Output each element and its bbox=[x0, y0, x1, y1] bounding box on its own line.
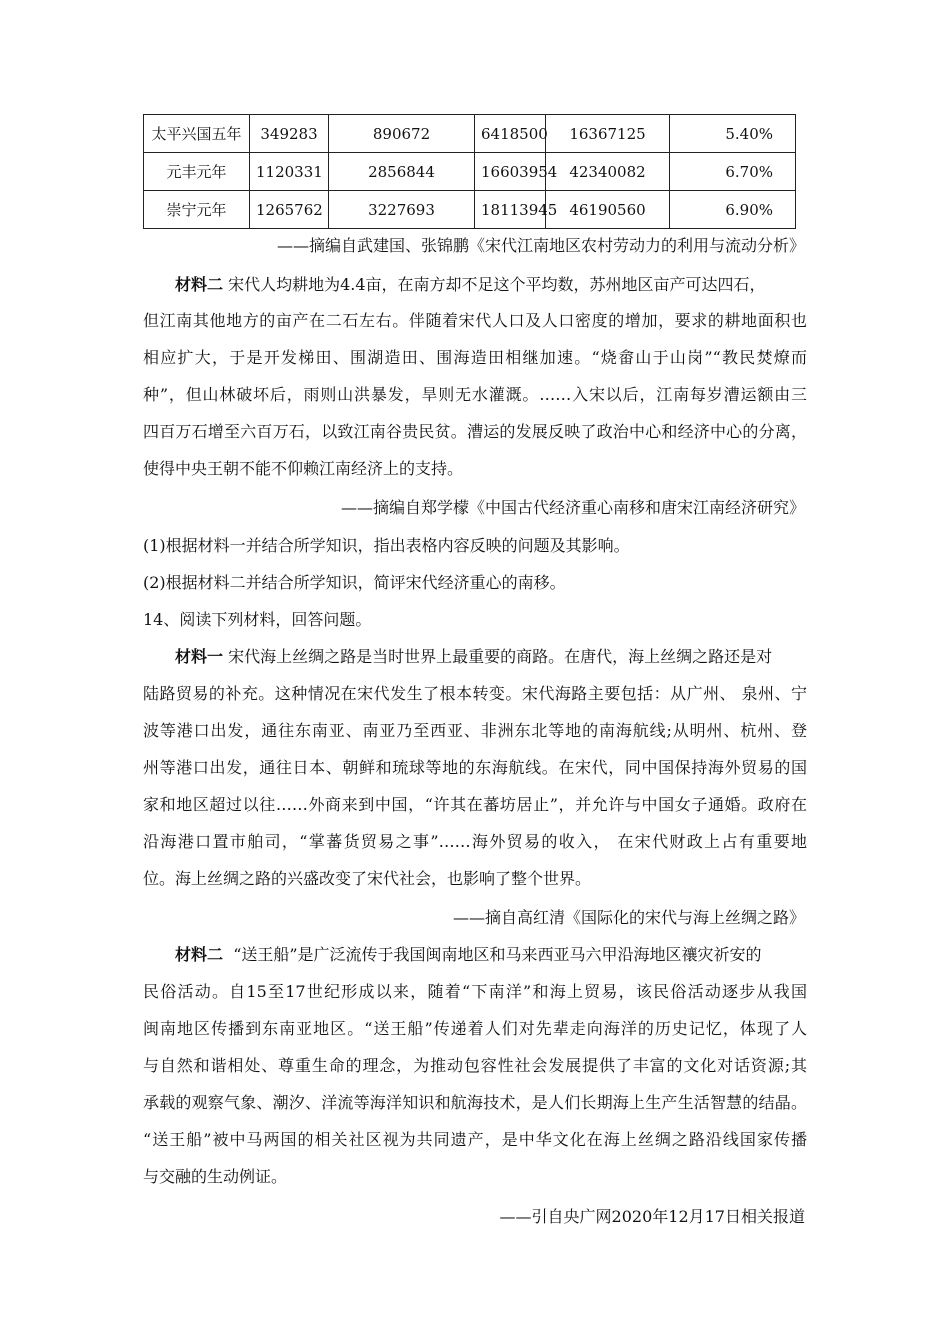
material-label: 材料二 bbox=[175, 275, 224, 294]
material-text: “送王船”是广泛流传于我国闽南地区和马来西亚马六甲沿海地区禳灾祈安的 bbox=[233, 945, 762, 964]
source-citation: ——摘自高红清《国际化的宋代与海上丝绸之路》 bbox=[452, 908, 805, 927]
material-paragraph-line bbox=[175, 647, 772, 667]
material-label: 材料一 bbox=[175, 647, 224, 666]
table-cell: 崇宁元年 bbox=[144, 191, 250, 229]
material-paragraph-line: 家和地区超过以往……外商来到中国，“许其在蕃坊居止”，并允许与中国女子通婚。政府在 bbox=[143, 795, 807, 814]
table-cell: 46190560 bbox=[546, 191, 670, 229]
source-citation: ——摘编自武建国、张锦鹏《宋代江南地区农村劳动力的利用与流动分析》 bbox=[276, 236, 805, 255]
material-paragraph-line: 与自然和谐相处、尊重生命的理念，为推动包容性社会发展提供了丰富的文化对话资源;其 bbox=[143, 1056, 807, 1075]
table-cell: 18113945 bbox=[475, 191, 546, 229]
question-item: (1)根据材料一并结合所学知识，指出表格内容反映的问题及其影响。 bbox=[143, 536, 630, 555]
table-cell: 6.90% bbox=[670, 191, 796, 229]
table-cell: 元丰元年 bbox=[144, 153, 250, 191]
table-cell: 6418500 bbox=[475, 115, 546, 153]
table-cell: 1120331 bbox=[250, 153, 329, 191]
source-citation: ——引自央广网2020年12月17日相关报道 bbox=[499, 1207, 805, 1226]
material-paragraph-line: 承载的观察气象、潮汐、洋流等海洋知识和航海技术，是人们长期海上生产生活智慧的结晶。 bbox=[143, 1093, 807, 1112]
table-cell: 5.40% bbox=[670, 115, 796, 153]
table-row bbox=[144, 115, 796, 153]
table-cell: 6.70% bbox=[670, 153, 796, 191]
material-label: 材料二 bbox=[175, 945, 224, 964]
material-paragraph-line: 但江南其他地方的亩产在二石左右。伴随着宋代人口及人口密度的增加，要求的耕地面积也 bbox=[143, 311, 807, 330]
material-paragraph-line: 陆路贸易的补充。这种情况在宋代发生了根本转变。宋代海路主要包括：从广州、 泉州、宁 bbox=[143, 684, 807, 703]
material-paragraph-line: 位。海上丝绸之路的兴盛改变了宋代社会，也影响了整个世界。 bbox=[143, 869, 592, 888]
table-cell: 太平兴国五年 bbox=[144, 115, 250, 153]
table-row bbox=[144, 153, 796, 191]
table-cell: 42340082 bbox=[546, 153, 670, 191]
source-citation: ——摘编自郑学檬《中国古代经济重心南移和唐宋江南经济研究》 bbox=[340, 498, 805, 517]
question-item: (2)根据材料二并结合所学知识，简评宋代经济重心的南移。 bbox=[143, 573, 566, 592]
material-paragraph-line: 州等港口出发，通往日本、朝鲜和琉球等地的东海航线。在宋代，同中国保持海外贸易的国 bbox=[143, 758, 807, 777]
material-paragraph-line: 闽南地区传播到东南亚地区。“送王船”传递着人们对先辈走向海洋的历史记忆，体现了人 bbox=[143, 1019, 807, 1038]
population-table bbox=[143, 114, 796, 229]
table-row bbox=[144, 191, 796, 229]
material-text: 宋代人均耕地为4.4亩，在南方却不足这个平均数，苏州地区亩产可达四石， bbox=[228, 275, 766, 294]
material-text: 宋代海上丝绸之路是当时世界上最重要的商路。在唐代，海上丝绸之路还是对 bbox=[228, 647, 773, 666]
material-paragraph-line: 波等港口出发，通往东南亚、南亚乃至西亚、非洲东北等地的南海航线;从明州、杭州、登 bbox=[143, 721, 807, 740]
material-paragraph-line: 民俗活动。自15至17世纪形成以来，随着“下南洋”和海上贸易，该民俗活动逐步从我国 bbox=[143, 982, 807, 1001]
table-cell: 3227693 bbox=[329, 191, 475, 229]
table-cell: 16603954 bbox=[475, 153, 546, 191]
material-paragraph-line: 种”，但山林破坏后，雨则山洪暴发，旱则无水灌溉。……入宋以后，江南每岁漕运额由三 bbox=[143, 385, 807, 404]
material-paragraph-line: 沿海港口置市舶司，“掌蕃货贸易之事”……海外贸易的收入， 在宋代财政上占有重要地 bbox=[143, 832, 807, 851]
table-cell: 16367125 bbox=[546, 115, 670, 153]
table-cell: 890672 bbox=[329, 115, 475, 153]
material-paragraph-line: 四百万石增至六百万石，以致江南谷贵民贫。漕运的发展反映了政治中心和经济中心的分离， bbox=[143, 422, 807, 441]
material-paragraph-line: 相应扩大，于是开发梯田、围湖造田、围海造田相继加速。“烧畲山于山岗”“教民焚燎而 bbox=[143, 348, 807, 367]
table-cell: 1265762 bbox=[250, 191, 329, 229]
material-paragraph-line: 使得中央王朝不能不仰赖江南经济上的支持。 bbox=[143, 459, 464, 478]
material-paragraph-line: 与交融的生动例证。 bbox=[143, 1167, 288, 1186]
table-cell: 2856844 bbox=[329, 153, 475, 191]
question-heading: 14、阅读下列材料，回答问题。 bbox=[143, 610, 372, 629]
material-paragraph-line: “送王船”被中马两国的相关社区视为共同遗产，是中华文化在海上丝绸之路沿线国家传播 bbox=[143, 1130, 807, 1149]
material-paragraph-line bbox=[175, 945, 762, 965]
table-cell: 349283 bbox=[250, 115, 329, 153]
material-paragraph-line bbox=[175, 275, 766, 295]
